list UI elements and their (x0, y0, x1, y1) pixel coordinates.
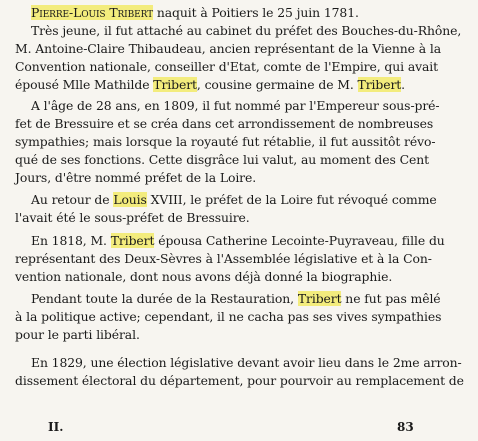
highlighted-name: Louis (113, 192, 147, 207)
text-run: qué de ses fonctions. Cette disgrâce lui valut, au moment des Cent (15, 152, 429, 167)
text-run: Convention nationale, conseiller d'Etat, comte de l'Empire, qui avait (15, 59, 439, 74)
text-run: fet de Bressuire et se créa dans cet arrondissement de nombreuses (15, 116, 434, 131)
text-run: , cousine germaine de M. (196, 77, 358, 92)
text-run: M. Antoine-Claire Thibaudeau, ancien représentant de la Vienne à la (15, 41, 442, 56)
page-number: 83 (397, 420, 414, 434)
text-run: En 1829, une élection législative devant avoir lieu dans le 2me arron- (31, 355, 462, 370)
highlighted-name: Tribert (153, 77, 197, 92)
text-run: dissement électoral du département, pour pourvoir au remplacement de (15, 373, 464, 388)
text-run: XVIII, le préfet de la Loire fut révoqué comme (146, 192, 437, 207)
text-run: ne fut pas mêlé (341, 291, 441, 306)
text-run: sympathies; mais lorsque la royauté fut rétablie, il fut aussitôt révo- (15, 134, 436, 149)
text-run: Jours, d'être nommé préfet de la Loire. (15, 170, 257, 185)
highlighted-name: Tribert (357, 77, 402, 92)
text-run: épousé Mlle Mathilde (15, 77, 154, 92)
text-run: A l'âge de 28 ans, en 1809, il fut nommé par l'Empereur sous-pré- (31, 98, 440, 113)
text-run: représentant des Deux-Sèvres à l'Assemblée législative et à la Con- (15, 251, 432, 266)
highlighted-name: Tribert (297, 291, 342, 306)
signature-mark: II. (48, 420, 64, 434)
text-run: Pendant toute la durée de la Restauration, (31, 291, 298, 306)
text-run: Au retour de (31, 192, 114, 207)
text-run: . (401, 77, 406, 92)
text-run: l'avait été le sous-préfet de Bressuire. (15, 210, 250, 225)
text-run: pour le parti libéral. (15, 327, 140, 342)
highlighted-name: Pierre-Louis Tribert (31, 5, 154, 20)
text-run: naquit à Poitiers le 25 juin 1781. (153, 5, 359, 20)
text-run: épousa Catherine Lecointe-Puyraveau, fille du (154, 233, 445, 248)
text-run: En 1818, M. (31, 233, 111, 248)
text-run: à la politique active; cependant, il ne cacha pas ses vives sympathies (15, 309, 442, 324)
text-run: Très jeune, il fut attaché au cabinet du préfet des Bouches-du-Rhône, (31, 23, 462, 38)
highlighted-name: Tribert (110, 233, 155, 248)
text-run: vention nationale, dont nous avons déjà donné la biographie. (15, 269, 393, 284)
